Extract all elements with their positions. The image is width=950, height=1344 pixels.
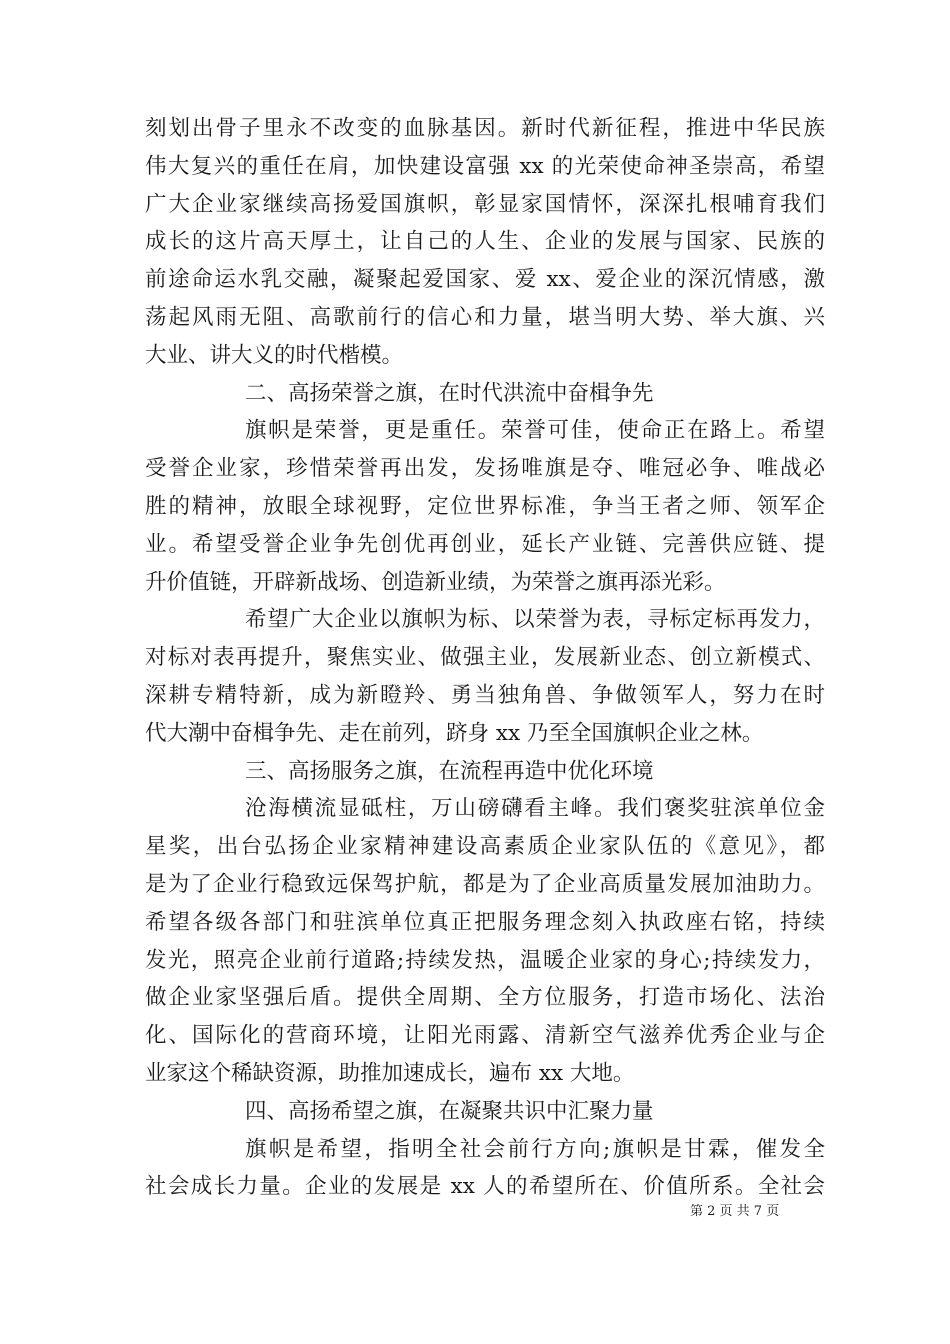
text-line: 化、国际化的营商环境，让阳光雨露、清新空气滋养优秀企业与企 bbox=[145, 1023, 825, 1049]
text-line: 业。希望受誉企业争先创优再创业，延长产业链、完善供应链、提 bbox=[145, 531, 825, 557]
text-line: 沧海横流显砥柱，万山磅礴看主峰。我们褒奖驻滨单位金 bbox=[245, 796, 825, 822]
page-footer: 第 2 页 共 7 页 bbox=[690, 1204, 780, 1219]
text-line: 荡起风雨无阻、高歌前行的信心和力量，堪当明大势、举大旗、兴 bbox=[145, 305, 825, 330]
text-line: 代大潮中奋楫争先、走在前列，跻身 xx 乃至全国旗帜企业之林。 bbox=[145, 720, 764, 746]
text-line: 做企业家坚强后盾。提供全周期、全方位服务，打造市场化、法治 bbox=[145, 985, 825, 1011]
text-line: 发光，照亮企业前行道路;持续发热，温暖企业家的身心;持续发力， bbox=[145, 947, 825, 973]
text-line: 希望广大企业以旗帜为标、以荣誉为表，寻标定标再发力， bbox=[245, 607, 825, 633]
text-line: 星奖，出台弘扬企业家精神建设高素质企业家队伍的《意见》，都 bbox=[145, 834, 825, 860]
text-line: 成长的这片高天厚土，让自己的人生、企业的发展与国家、民族的 bbox=[145, 229, 825, 255]
text-line: 业家这个稀缺资源，助推加速成长，遍布 xx 大地。 bbox=[145, 1061, 635, 1086]
text-line: 受誉企业家，珍惜荣誉再出发，发扬唯旗是夺、唯冠必争、唯战必 bbox=[145, 456, 825, 482]
text-line: 希望各级各部门和驻滨单位真正把服务理念刻入执政座右铭，持续 bbox=[145, 909, 825, 935]
text-line: 深耕专精特新，成为新瞪羚、勇当独角兽、争做领军人，努力在时 bbox=[145, 683, 825, 708]
text-line: 刻划出骨子里永不改变的血脉基因。新时代新征程，推进中华民族 bbox=[145, 116, 825, 141]
text-line: 是为了企业行稳致远保驾护航，都是为了企业高质量发展加油助力。 bbox=[145, 872, 825, 897]
text-line: 胜的精神，放眼全球视野，定位世界标准，争当王者之师、领军企 bbox=[145, 494, 825, 519]
text-line: 旗帜是荣誉，更是重任。荣誉可佳，使命正在路上。希望 bbox=[245, 418, 825, 444]
text-line: 伟大复兴的重任在肩，加快建设富强 xx 的光荣使命神圣崇高，希望 bbox=[145, 153, 825, 179]
text-line: 大业、讲大义的时代楷模。 bbox=[145, 342, 404, 368]
section-heading: 四、高扬希望之旗，在凝聚共识中汇聚力量 bbox=[245, 1098, 654, 1124]
text-line: 旗帜是希望，指明全社会前行方向;旗帜是甘霖，催发全 bbox=[245, 1136, 825, 1162]
section-heading: 二、高扬荣誉之旗，在时代洪流中奋楫争先 bbox=[245, 380, 654, 406]
text-line: 社会成长力量。企业的发展是 xx 人的希望所在、价值所系。全社会 bbox=[145, 1174, 825, 1200]
text-line: 广大企业家继续高扬爱国旗帜，彰显家国情怀，深深扎根哺育我们 bbox=[145, 191, 825, 217]
section-heading: 三、高扬服务之旗，在流程再造中优化环境 bbox=[245, 758, 654, 784]
text-line: 升价值链，开辟新战场、创造新业绩，为荣誉之旗再添光彩。 bbox=[145, 569, 726, 595]
text-line: 前途命运水乳交融，凝聚起爱国家、爱 xx、爱企业的深沉情感，激 bbox=[145, 267, 825, 293]
text-line: 对标对表再提升，聚焦实业、做强主业，发展新业态、创立新模式、 bbox=[145, 645, 825, 671]
